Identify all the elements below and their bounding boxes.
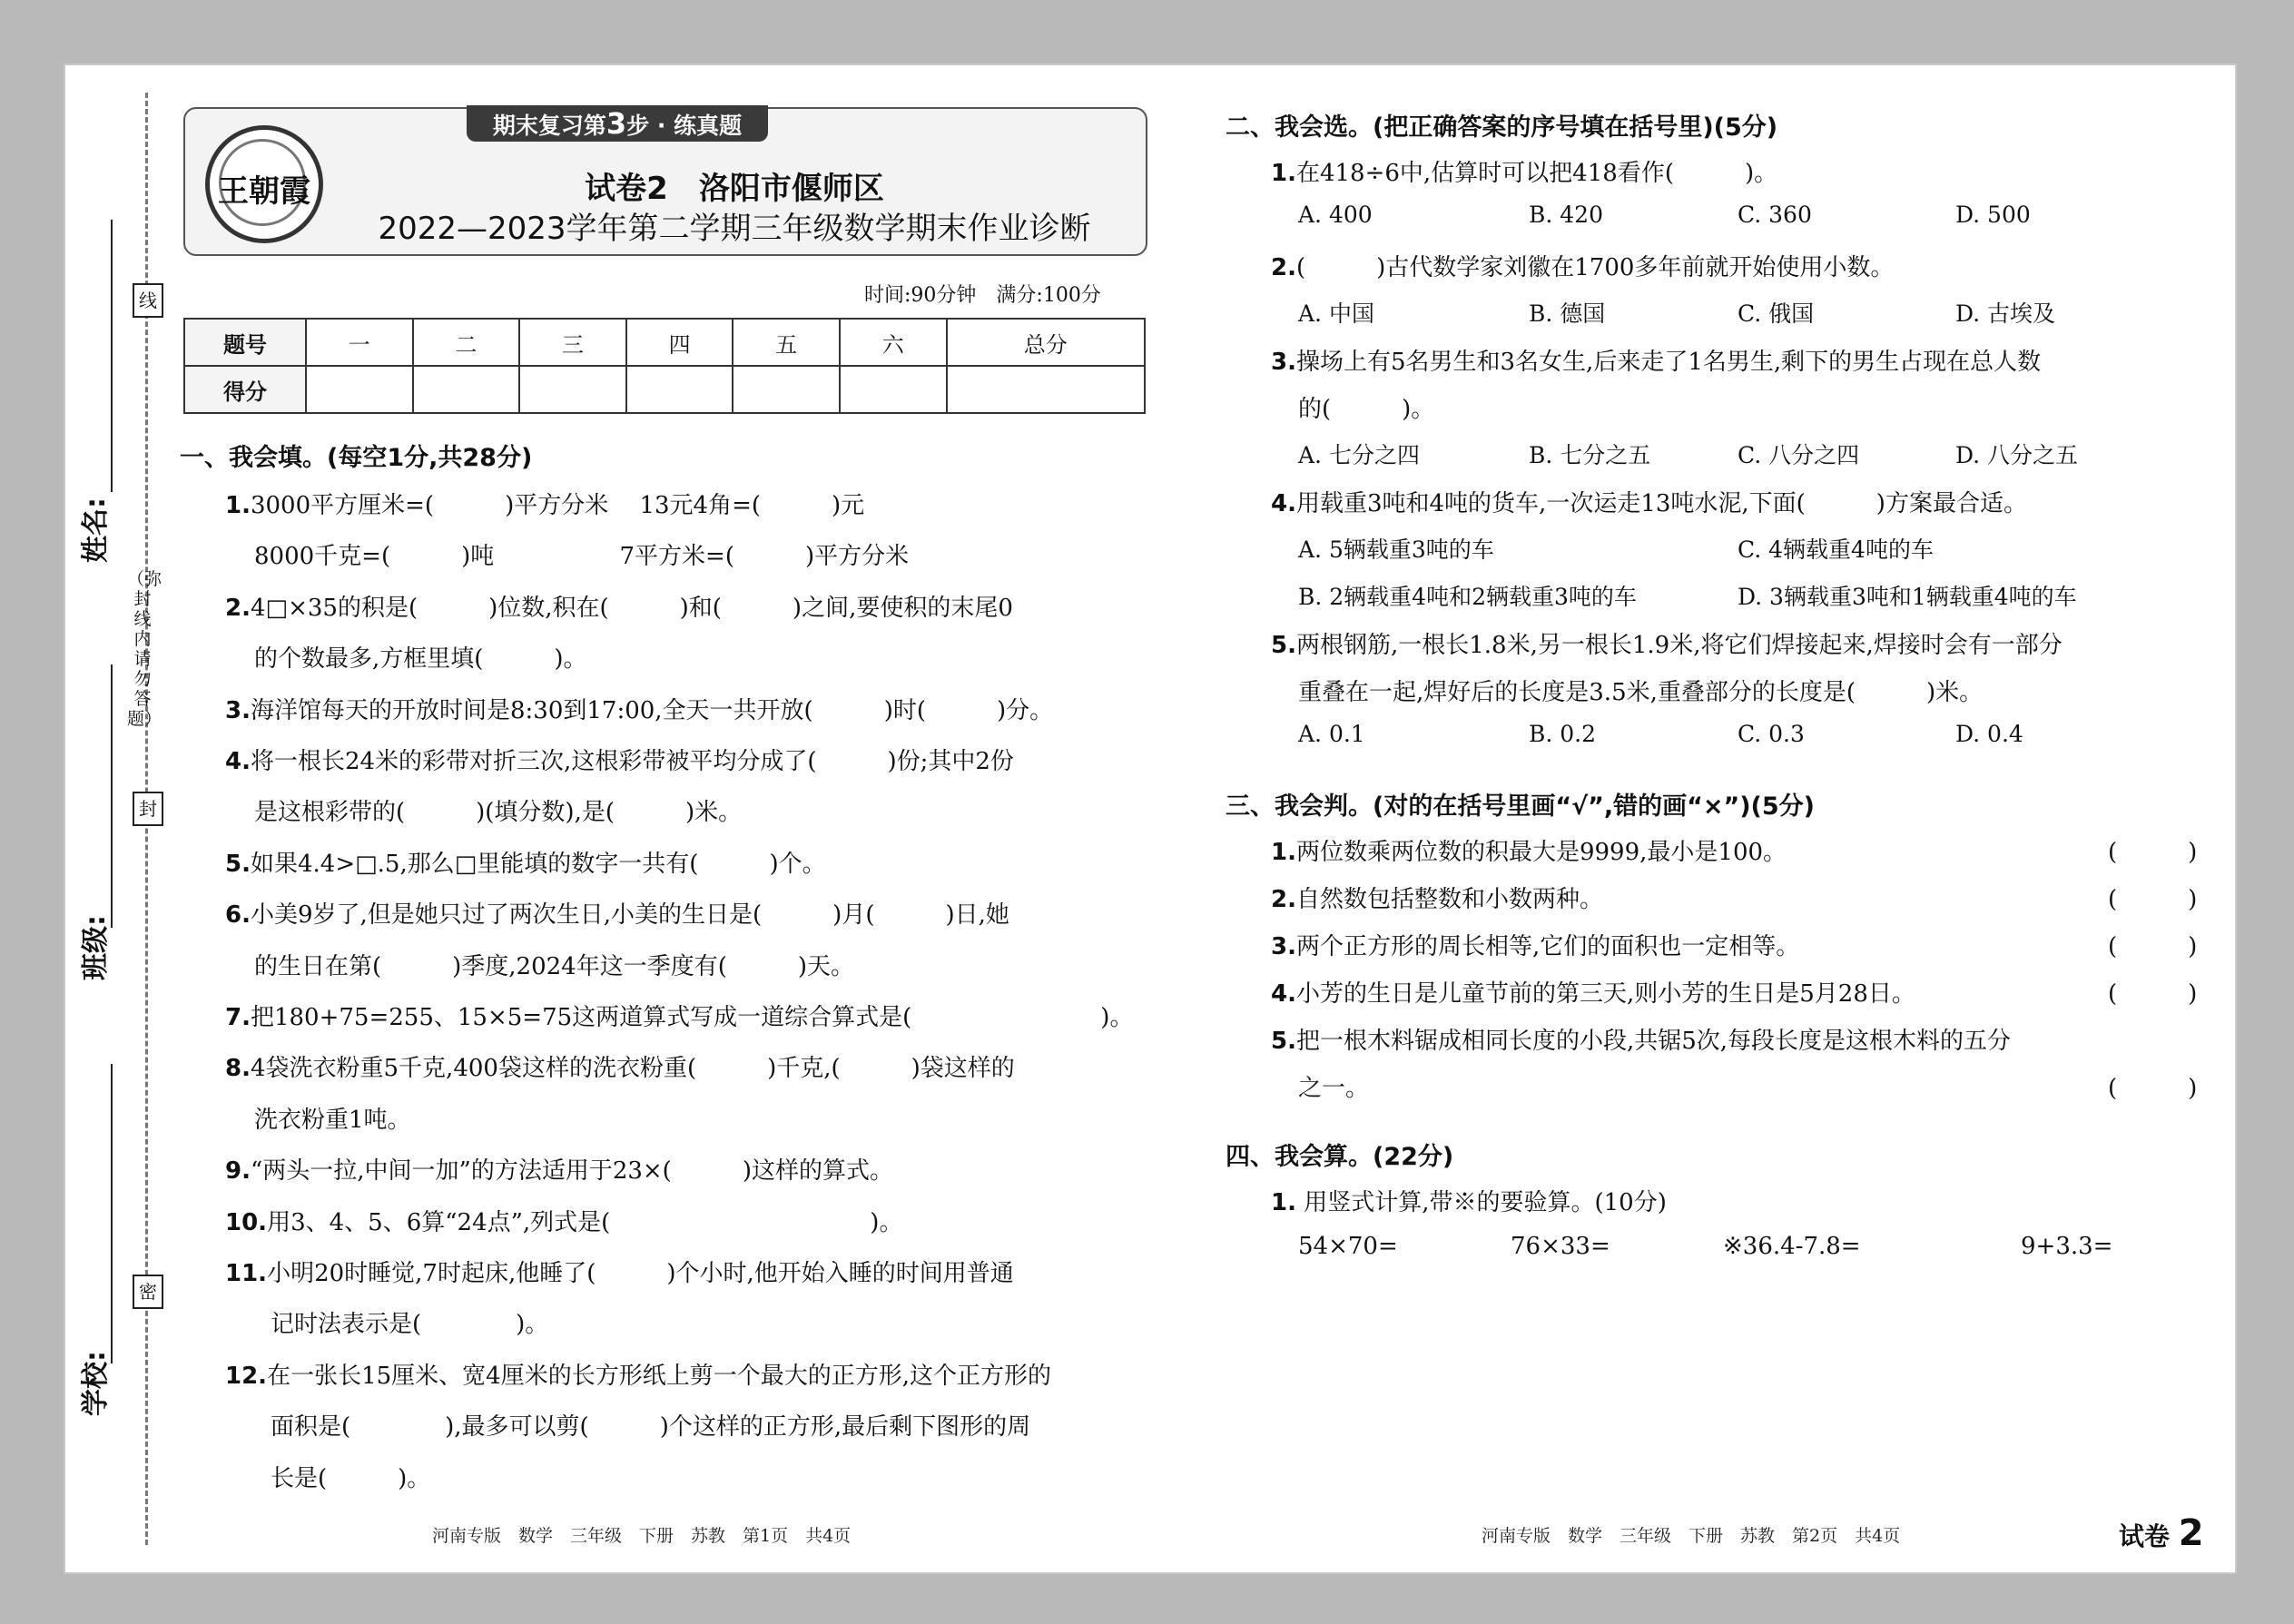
- logo-lettering: 王朝霞: [218, 173, 310, 210]
- footer-page1: 河南专版 数学 三年级 下册 苏教 第1页 共4页: [432, 1526, 852, 1546]
- review-step-badge: 期末复习第3步 · 练真题: [467, 105, 768, 142]
- choice-question-line: [1298, 390, 1434, 424]
- seal-notice: （弥封线内请勿答题）: [127, 569, 162, 729]
- score-header-cell: 四: [626, 319, 733, 366]
- question-number: 9.: [225, 1157, 251, 1186]
- question-line: [225, 589, 1013, 623]
- question-number: 4.: [225, 748, 251, 775]
- choice-option[interactable]: A. 5辆载重3吨的车: [1298, 536, 1494, 563]
- judge-question-line: [1271, 928, 1799, 961]
- question-number: 4.: [1271, 490, 1296, 517]
- question-line: [225, 487, 864, 520]
- question-text: 两位数乘两位数的积最大是9999,最小是100。: [1295, 839, 1787, 866]
- choice-option[interactable]: D. 古埃及: [1955, 300, 2056, 327]
- question-number: 12.: [225, 1362, 268, 1390]
- choice-option[interactable]: D. 500: [1955, 202, 2031, 228]
- paper-number-tag: 试卷 2: [2119, 1512, 2204, 1554]
- judge-question-line: [1271, 975, 1915, 1009]
- footer-page2: 河南专版 数学 三年级 下册 苏教 第2页 共4页: [1482, 1526, 1901, 1546]
- choice-option[interactable]: C. 0.3: [1738, 721, 1805, 747]
- section2-title: 二、我会选。(把正确答案的序号填在括号里)(5分): [1226, 113, 1778, 142]
- choice-option[interactable]: D. 0.4: [1955, 721, 2023, 747]
- choice-question-line: [1271, 626, 2063, 660]
- judge-question-line: [1298, 1069, 1369, 1103]
- question-line: [225, 999, 1133, 1032]
- question-text: 长是( )。: [271, 1464, 431, 1492]
- question-text: 4□×35的积是( )位数,积在( )和( )之间,要使积的末尾0: [250, 594, 1013, 622]
- answer-parentheses[interactable]: ( ): [2108, 886, 2198, 913]
- question-text: 两个正方形的周长相等,它们的面积也一定相等。: [1295, 933, 1800, 960]
- choice-option[interactable]: A. 400: [1298, 202, 1373, 228]
- question-text: 的( )。: [1298, 396, 1435, 423]
- score-header-cell: 三: [519, 319, 626, 366]
- calc-item: 76×33=: [1511, 1233, 1610, 1260]
- question-line: [271, 1305, 548, 1339]
- exam-title: 试卷2 洛阳市偃师区: [585, 171, 884, 207]
- question-text: “两头一拉,中间一加”的方法适用于23×( )这样的算式。: [250, 1157, 893, 1186]
- calc-item: 54×70=: [1298, 1233, 1398, 1260]
- question-line: [225, 896, 1009, 930]
- question-number: 1.: [1271, 1189, 1296, 1216]
- judge-question-line: [1271, 833, 1787, 867]
- binding-strip: [65, 65, 174, 1572]
- question-number: 3.: [1271, 349, 1296, 376]
- question-line: [225, 1152, 893, 1186]
- score-cell[interactable]: [733, 366, 840, 413]
- choice-question-line: [1298, 674, 1983, 707]
- score-table: [183, 318, 1146, 414]
- score-cell[interactable]: [947, 366, 1145, 413]
- choice-option[interactable]: A. 七分之四: [1298, 442, 1420, 468]
- question-line: [225, 743, 1014, 776]
- question-text: 用载重3吨和4吨的货车,一次运走13吨水泥,下面( )方案最合适。: [1295, 490, 2027, 517]
- question-text: 的生日在第( )季度,2024年这一季度有( )天。: [254, 952, 855, 980]
- choice-option[interactable]: C. 八分之四: [1738, 442, 1860, 468]
- question-line: [225, 1204, 902, 1237]
- choice-option[interactable]: B. 七分之五: [1529, 442, 1651, 468]
- seal-mark-line: 线: [133, 283, 163, 318]
- name-label: 姓名:: [80, 497, 112, 563]
- choice-option[interactable]: D. 八分之五: [1955, 442, 2079, 468]
- seal-mark-secret: 密: [133, 1275, 163, 1309]
- judge-question-line: [1271, 1022, 2011, 1056]
- question-text: 是这根彩带的( )(填分数),是( )米。: [254, 799, 743, 827]
- question-text: 在418÷6中,估算时可以把418看作( )。: [1295, 160, 1778, 187]
- question-text: 面积是( ),最多可以剪( )个这样的正方形,最后剩下图形的周: [271, 1413, 1031, 1442]
- score-header-cell: 总分: [947, 319, 1145, 366]
- section4-title: 四、我会算。(22分): [1226, 1143, 1454, 1171]
- question-number: 5.: [1271, 1028, 1296, 1055]
- question-number: 3.: [225, 696, 251, 724]
- question-text: 之一。: [1298, 1075, 1370, 1102]
- section4-q1: [1271, 1184, 1667, 1217]
- question-text: 8000千克=( )吨 7平方米=( )平方分米: [254, 543, 910, 571]
- name-write-line[interactable]: [111, 220, 113, 492]
- question-number: 11.: [225, 1260, 268, 1287]
- question-line: [254, 793, 742, 827]
- question-text: 小芳的生日是儿童节前的第三天,则小芳的生日是5月28日。: [1295, 980, 1915, 1008]
- question-line: [225, 1357, 1051, 1391]
- question-number: 5.: [1271, 632, 1296, 659]
- question-line: [225, 692, 1053, 725]
- score-cell[interactable]: [413, 366, 520, 413]
- time-score-info: 时间:90分钟 满分:100分: [864, 284, 1101, 307]
- question-number: 5.: [225, 850, 251, 878]
- question-line: [271, 1460, 430, 1493]
- choice-option[interactable]: B. 420: [1529, 202, 1603, 228]
- question-number: 8.: [225, 1055, 251, 1083]
- question-text: 自然数包括整数和小数两种。: [1295, 886, 1603, 913]
- question-line: [254, 1101, 411, 1135]
- question-text: 将一根长24米的彩带对折三次,这根彩带被平均分成了( )份;其中2份: [250, 748, 1014, 775]
- class-write-line[interactable]: [111, 664, 113, 928]
- score-table-score-row: [184, 366, 1145, 413]
- question-line: [254, 640, 587, 674]
- question-number: 3.: [1271, 933, 1296, 960]
- school-label: 学校:: [80, 1351, 112, 1416]
- question-text: 3000平方厘米=( )平方分米 13元4角=( )元: [250, 492, 865, 519]
- question-number: 1.: [1271, 839, 1296, 866]
- question-line: [225, 1255, 1014, 1288]
- choice-question-line: [1271, 485, 2027, 518]
- question-text: 小美9岁了,但是她只过了两次生日,小美的生日是( )月( )日,她: [250, 901, 1009, 930]
- answer-parentheses[interactable]: ( ): [2108, 1075, 2198, 1102]
- choice-option[interactable]: A. 0.1: [1298, 721, 1365, 747]
- answer-parentheses[interactable]: ( ): [2108, 933, 2198, 960]
- question-line: [225, 845, 826, 879]
- calc-item: 9+3.3=: [2021, 1233, 2113, 1260]
- choice-question-line: [1271, 154, 1777, 188]
- question-number: 1.: [1271, 160, 1296, 187]
- question-number: 4.: [1271, 980, 1296, 1008]
- question-line: [271, 1408, 1030, 1442]
- choice-option[interactable]: B. 德国: [1529, 300, 1606, 327]
- answer-parentheses[interactable]: ( ): [2108, 839, 2198, 866]
- score-cell[interactable]: [626, 366, 733, 413]
- score-cell[interactable]: [519, 366, 626, 413]
- choice-question-line: [1271, 343, 2041, 377]
- question-text: 小明20时睡觉,7时起床,他睡了( )个小时,他开始入睡的时间用普通: [267, 1260, 1014, 1287]
- score-header-cell: 二: [413, 319, 520, 366]
- question-number: 10.: [225, 1208, 268, 1236]
- question-text: 操场上有5名男生和3名女生,后来走了1名男生,剩下的男生占现在总人数: [1295, 349, 2042, 376]
- question-text: 两根钢筋,一根长1.8米,另一根长1.9米,将它们焊接起来,焊接时会有一部分: [1295, 632, 2063, 659]
- exam-subtitle: 2022—2023学年第二学期三年级数学期末作业诊断: [378, 211, 1091, 247]
- question-text: 4袋洗衣粉重5千克,400袋这样的洗衣粉重( )千克,( )袋这样的: [250, 1055, 1015, 1083]
- question-text: 用竖式计算,带※的要验算。(10分): [1304, 1189, 1667, 1216]
- question-number: 7.: [225, 1004, 251, 1031]
- question-text: 如果4.4>□.5,那么□里能填的数字一共有( )个。: [250, 850, 826, 878]
- judge-question-line: [1271, 881, 1603, 914]
- question-number: 6.: [225, 901, 251, 930]
- question-text: 把一根木料锯成相同长度的小段,共锯5次,每段长度是这根木料的五分: [1295, 1028, 2012, 1055]
- choice-option[interactable]: C. 4辆载重4吨的车: [1738, 536, 1934, 563]
- question-text: 记时法表示是( )。: [271, 1311, 549, 1339]
- score-header-cell: 五: [733, 319, 840, 366]
- answer-parentheses[interactable]: ( ): [2108, 980, 2198, 1008]
- question-text: ( )古代数学家刘徽在1700多年前就开始使用小数。: [1295, 254, 1895, 281]
- question-text: 把180+75=255、15×5=75这两道算式写成一道综合算式是( )。: [250, 1004, 1134, 1031]
- question-text: 洗衣粉重1吨。: [254, 1106, 411, 1134]
- question-number: 2.: [225, 594, 251, 622]
- seal-mark-seal: 封: [133, 792, 163, 826]
- score-table-header-row: [184, 319, 1145, 366]
- exam-header: [183, 107, 1147, 256]
- school-write-line[interactable]: [111, 1064, 113, 1363]
- choice-option[interactable]: B. 0.2: [1529, 721, 1597, 747]
- choice-option[interactable]: C. 360: [1738, 202, 1812, 228]
- question-number: 2.: [1271, 254, 1296, 281]
- score-header-cell: 题号: [184, 319, 306, 366]
- score-cell[interactable]: [840, 366, 947, 413]
- question-line: [225, 1049, 1015, 1083]
- question-line: [254, 948, 854, 981]
- choice-option[interactable]: A. 中国: [1298, 300, 1374, 327]
- publisher-logo: [205, 125, 323, 243]
- score-header-cell: 六: [840, 319, 947, 366]
- question-number: 1.: [225, 492, 251, 519]
- choice-option[interactable]: D. 3辆载重3吨和1辆载重4吨的车: [1738, 584, 2077, 610]
- question-line: [254, 537, 909, 571]
- class-label: 班级:: [80, 915, 112, 980]
- question-text: 重叠在一起,焊好后的长度是3.5米,重叠部分的长度是( )米。: [1298, 679, 1984, 706]
- calc-item: ※36.4-7.8=: [1723, 1233, 1861, 1260]
- section1-title: 一、我会填。(每空1分,共28分): [180, 444, 533, 472]
- question-text: 海洋馆每天的开放时间是8:30到17:00,全天一共开放( )时( )分。: [250, 696, 1054, 724]
- question-text: 用3、4、5、6算“24点”,列式是( )。: [267, 1208, 903, 1236]
- question-text: 在一张长15厘米、宽4厘米的长方形纸上剪一个最大的正方形,这个正方形的: [267, 1362, 1051, 1390]
- score-row-label: 得分: [184, 366, 306, 413]
- question-text: 的个数最多,方框里填( )。: [254, 645, 587, 674]
- choice-question-line: [1271, 249, 1894, 282]
- choice-option[interactable]: C. 俄国: [1738, 300, 1815, 327]
- score-cell[interactable]: [306, 366, 413, 413]
- choice-option[interactable]: B. 2辆载重4吨和2辆载重3吨的车: [1298, 584, 1637, 610]
- question-number: 2.: [1271, 886, 1296, 913]
- exam-sheet: [64, 64, 2237, 1574]
- score-header-cell: 一: [306, 319, 413, 366]
- section3-title: 三、我会判。(对的在括号里画“√”,错的画“×”)(5分): [1226, 792, 1816, 821]
